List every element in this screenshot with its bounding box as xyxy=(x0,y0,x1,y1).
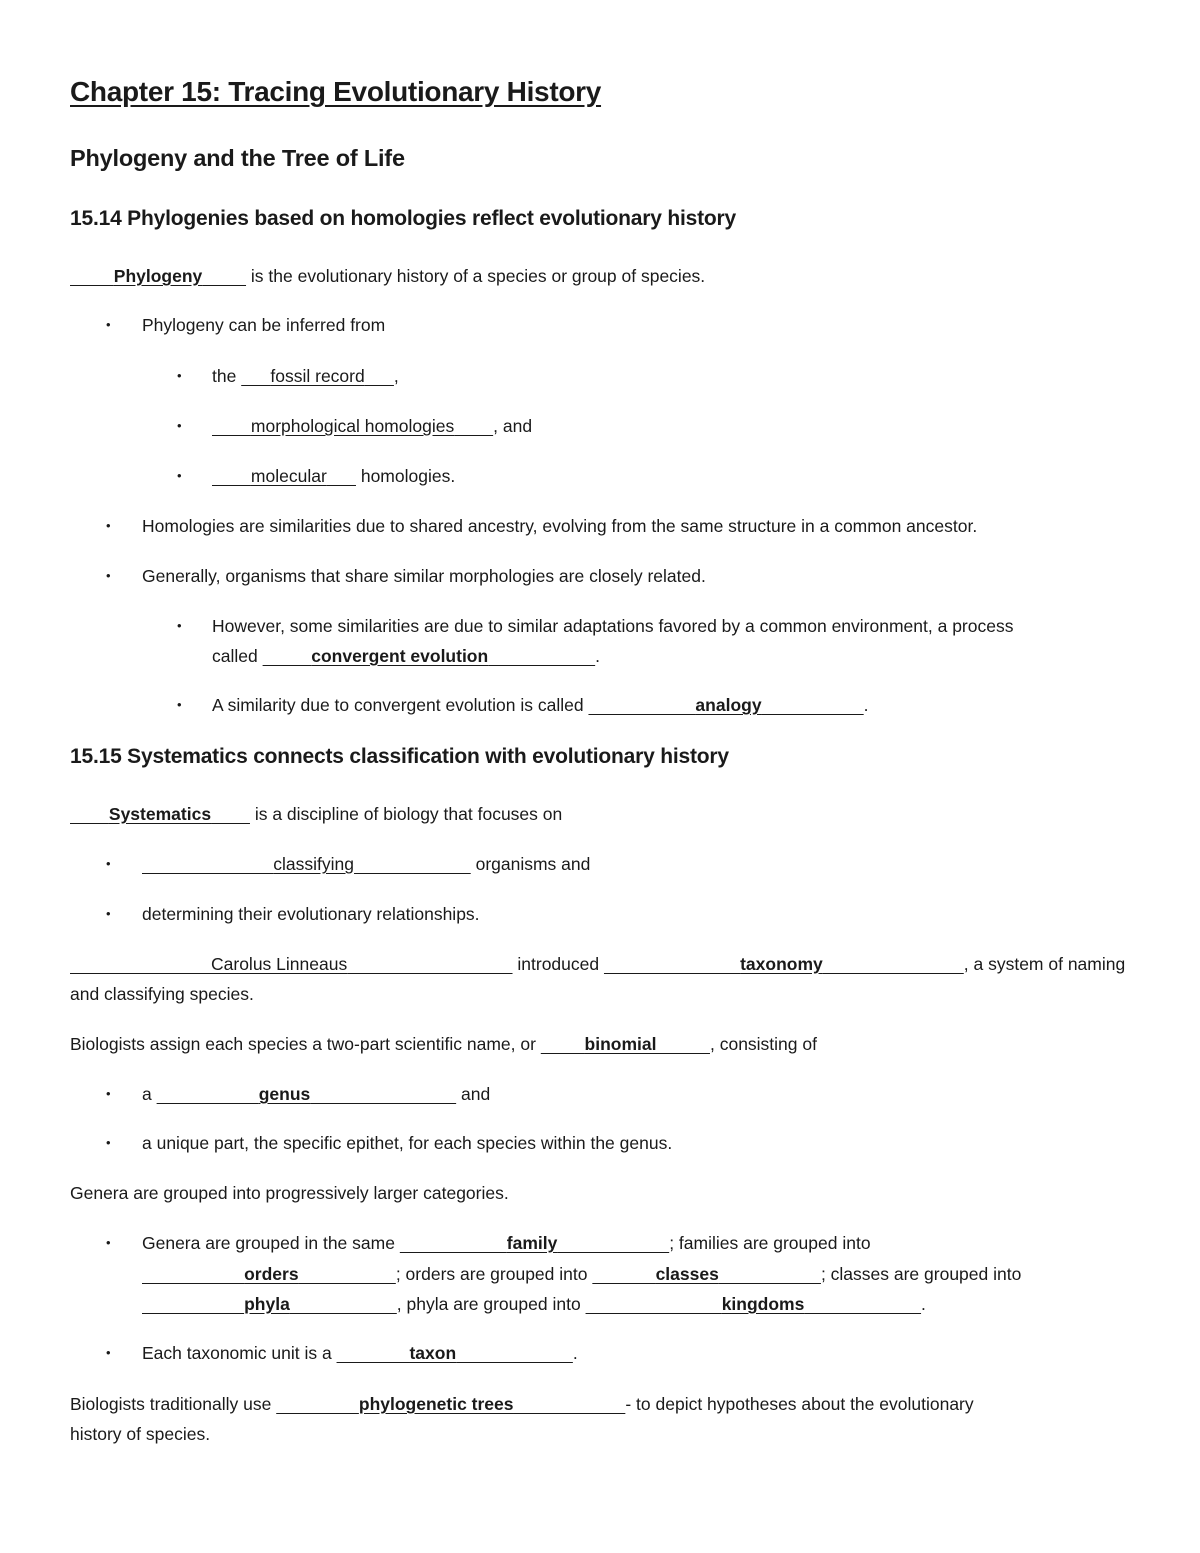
item-text: , phyla are grouped into xyxy=(396,1294,586,1314)
subsection-heading-15-15: 15.15 Systematics connects classification with evolutionary history xyxy=(70,745,729,768)
answer-blank xyxy=(588,690,863,720)
item-text: - to depict hypotheses about the evolutionary xyxy=(625,1394,974,1414)
answer-text: Systematics xyxy=(108,804,212,824)
list-item-continuation xyxy=(212,641,600,671)
list-item xyxy=(212,361,399,391)
list-item xyxy=(212,690,869,720)
answer-text: morphological homologies xyxy=(250,416,455,436)
item-text: homologies. xyxy=(355,466,456,486)
item-text: the xyxy=(212,366,242,386)
item-text: , and xyxy=(493,416,533,436)
answer-text: genus xyxy=(258,1084,311,1104)
answer-text: Phylogeny xyxy=(113,266,203,286)
list-item: Generally, organisms that share similar morphologies are closely related. xyxy=(142,566,706,586)
item-text: Biologists traditionally use xyxy=(70,1394,277,1414)
answer-blank xyxy=(400,1228,669,1258)
subsection-heading-15-14: 15.14 Phylogenies based on homologies reflect evolutionary history xyxy=(70,207,736,230)
answer-blank xyxy=(586,1289,922,1319)
item-text: . xyxy=(921,1294,926,1314)
answer-text: classifying xyxy=(273,854,355,874)
item-text: ; families are grouped into xyxy=(669,1233,871,1253)
list-item-continuation xyxy=(142,1289,926,1319)
item-text: Biologists assign each species a two-part scientific name, or xyxy=(70,1034,541,1054)
list-item: Homologies are similarities due to shared ancestry, evolving from the same structure in a common ancestor. xyxy=(142,516,978,536)
item-text: a xyxy=(142,1084,157,1104)
answer-blank xyxy=(276,1389,625,1419)
item-text: ; classes are grouped into xyxy=(820,1264,1022,1284)
item-text: . xyxy=(572,1343,578,1363)
answer-blank xyxy=(241,361,394,391)
bullet-icon: • xyxy=(177,618,182,633)
answer-blank xyxy=(142,1259,396,1289)
bullet-icon: • xyxy=(177,368,182,383)
bullet-icon: • xyxy=(106,1345,111,1360)
trees-sentence xyxy=(70,1389,974,1419)
answer-blank xyxy=(70,261,246,291)
answer-text: taxon xyxy=(409,1343,457,1363)
definition-text: is the evolutionary history of a species or group of species. xyxy=(246,266,706,286)
answer-text: convergent evolution xyxy=(311,646,489,666)
list-item: However, some similarities are due to similar adaptations favored by a common environment, a process xyxy=(212,616,1014,636)
bullet-icon: • xyxy=(106,518,111,533)
answer-blank xyxy=(337,1338,573,1368)
item-text: . xyxy=(863,695,869,715)
list-item xyxy=(142,849,590,879)
bullet-icon: • xyxy=(177,697,182,712)
trees-sentence-continuation: history of species. xyxy=(70,1424,211,1444)
answer-text: classes xyxy=(655,1264,719,1284)
linnaeus-sentence xyxy=(70,949,1125,979)
answer-blank xyxy=(70,949,513,979)
item-text: A similarity due to convergent evolution is called xyxy=(212,695,589,715)
answer-blank xyxy=(212,461,356,491)
item-text: Each taxonomic unit is a xyxy=(142,1343,337,1363)
answer-blank xyxy=(541,1029,710,1059)
item-text: , xyxy=(393,366,399,386)
item-text: called xyxy=(212,646,263,666)
answer-text: kingdoms xyxy=(721,1294,805,1314)
section-heading: Phylogeny and the Tree of Life xyxy=(70,145,405,171)
list-item xyxy=(142,1338,578,1368)
bullet-icon: • xyxy=(177,418,182,433)
answer-blank xyxy=(604,949,964,979)
bullet-icon: • xyxy=(177,468,182,483)
bullet-icon: • xyxy=(106,906,111,921)
page-title: Chapter 15: Tracing Evolutionary History xyxy=(70,76,602,107)
answer-blank xyxy=(157,1079,457,1109)
list-item xyxy=(142,1079,490,1109)
answer-text: taxonomy xyxy=(740,954,823,974)
answer-blank xyxy=(592,1259,821,1289)
bullet-icon: • xyxy=(106,317,111,332)
answer-blank xyxy=(70,799,250,829)
list-item: determining their evolutionary relationships. xyxy=(142,904,480,924)
answer-blank xyxy=(142,849,471,879)
list-item xyxy=(142,1228,871,1258)
answer-text: family xyxy=(506,1233,558,1253)
systematics-definition xyxy=(70,799,562,829)
bullet-icon: • xyxy=(106,1086,111,1101)
bullet-icon: • xyxy=(106,856,111,871)
list-item xyxy=(212,411,532,441)
answer-text: binomial xyxy=(584,1034,657,1054)
answer-text: orders xyxy=(244,1264,299,1284)
item-text: . xyxy=(595,646,601,666)
item-text: , a system of naming xyxy=(963,954,1126,974)
list-item xyxy=(212,461,455,491)
answer-text: analogy xyxy=(695,695,762,715)
answer-text: Carolus Linneaus xyxy=(211,954,348,974)
answer-text: phylogenetic trees xyxy=(358,1394,514,1414)
item-text: and xyxy=(456,1084,491,1104)
item-text: introduced xyxy=(512,954,604,974)
item-text: Genera are grouped in the same xyxy=(142,1233,400,1253)
list-item: a unique part, the specific epithet, for each species within the genus. xyxy=(142,1133,673,1153)
answer-blank xyxy=(142,1289,397,1319)
item-text: , consisting of xyxy=(709,1034,817,1054)
bullet-icon: • xyxy=(106,568,111,583)
bullet-icon: • xyxy=(106,1135,111,1150)
answer-blank xyxy=(212,411,493,441)
binomial-sentence xyxy=(70,1029,817,1059)
answer-text: phyla xyxy=(244,1294,290,1314)
linnaeus-sentence-continuation: and classifying species. xyxy=(70,984,254,1004)
bullet-icon: • xyxy=(106,1235,111,1250)
definition-text: is a discipline of biology that focuses on xyxy=(249,804,563,824)
item-text: organisms and xyxy=(470,854,591,874)
genera-sentence: Genera are grouped into progressively larger categories. xyxy=(70,1183,509,1203)
list-item-continuation xyxy=(142,1259,1021,1289)
phylogeny-definition xyxy=(70,261,705,291)
answer-text: fossil record xyxy=(270,366,365,386)
item-text: ; orders are grouped into xyxy=(395,1264,593,1284)
list-item: Phylogeny can be inferred from xyxy=(142,315,386,335)
answer-text: molecular xyxy=(250,466,327,486)
answer-blank xyxy=(263,641,596,671)
